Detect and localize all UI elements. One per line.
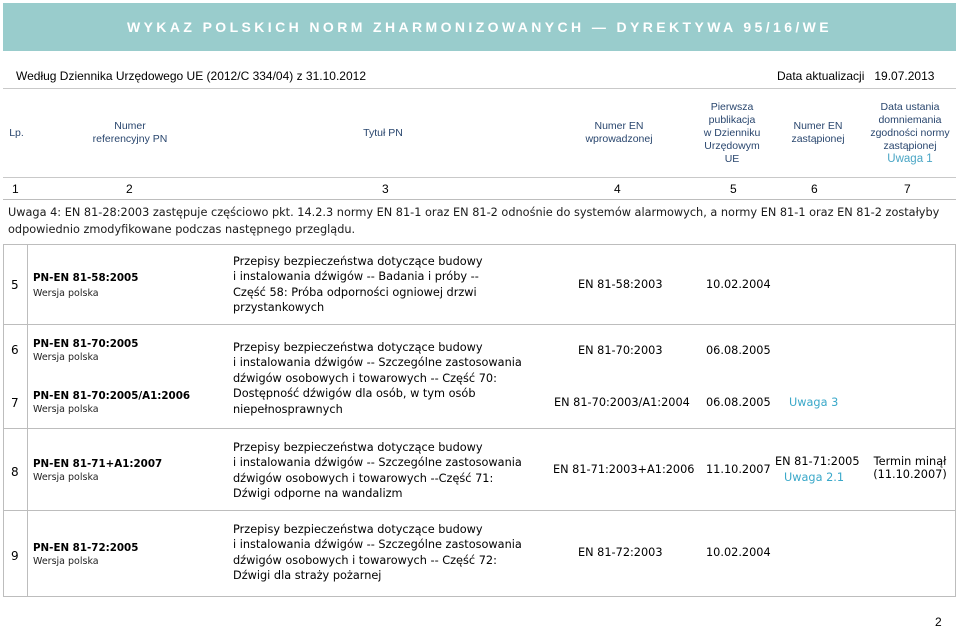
row-lp: 5 — [11, 278, 19, 292]
publication-date: 06.08.2005 — [706, 396, 771, 409]
col-cessation-date: Data ustania domniemania zgodności normy zastąpionej Uwaga 1 — [870, 100, 950, 165]
table-border-left — [3, 244, 4, 596]
col-number-2: 2 — [126, 182, 133, 196]
en-number: EN 81-70:2003/A1:2004 — [554, 396, 690, 409]
source-journal: Według Dziennika Urzędowego UE (2012/C 334/04) z 31.10.2012 — [16, 69, 366, 83]
row-lp: 8 — [11, 465, 19, 479]
replaced-en-number: EN 81-71:2005 — [775, 455, 860, 468]
standard-title: Przepisy bezpieczeństwa dotyczące budowy i instalowania dźwigów -- Szczególne zastosowania dźwigów osobowych i towarowych --Część 71: Dźwigi odporne na wandalizm — [233, 441, 522, 501]
update-date: Data aktualizacji 19.07.2013 — [777, 69, 935, 83]
cessation-status: Termin minął (11.10.2007) — [873, 455, 947, 481]
en-number: EN 81-71:2003+A1:2006 — [553, 463, 695, 476]
row-divider — [3, 596, 956, 597]
standard-title: Przepisy bezpieczeństwa dotyczące budowy i instalowania dźwigów -- Badania i próby -- Część 58: Próba odporności ogniowej drzwi przystankowych — [233, 255, 483, 315]
col-number-4: 4 — [614, 182, 621, 196]
table-border-right — [955, 244, 956, 596]
note-3-label: Uwaga 3 — [789, 396, 839, 409]
col-first-publication: Pierwsza publikacja w Dzienniku Urzędowym UE — [703, 100, 761, 165]
col-number-5: 5 — [730, 182, 737, 196]
en-number: EN 81-58:2003 — [578, 278, 663, 291]
col-en-replaced: Numer EN zastąpionej — [791, 120, 845, 145]
row-lp: 6 — [11, 343, 19, 357]
standard-number: PN-EN 81-70:2005/A1:2006 — [33, 390, 191, 402]
document-title: WYKAZ POLSKICH NORM ZHARMONIZOWANYCH — DYREKTYWA 95/16/WE — [3, 3, 956, 51]
row-divider — [3, 324, 956, 325]
table-header — [3, 88, 956, 178]
version-label: Wersja polska — [33, 352, 99, 363]
col-divider — [27, 244, 28, 596]
col-number-1: 1 — [12, 182, 19, 196]
col-number-6: 6 — [811, 182, 818, 196]
publication-date: 10.02.2004 — [706, 278, 771, 291]
standard-number: PN-EN 81-70:2005 — [33, 338, 139, 350]
row-divider — [3, 510, 956, 511]
divider — [3, 244, 956, 245]
en-number: EN 81-72:2003 — [578, 546, 663, 559]
col-number-3: 3 — [382, 182, 389, 196]
en-number: EN 81-70:2003 — [578, 344, 663, 357]
version-label: Wersja polska — [33, 404, 99, 415]
col-number-7: 7 — [904, 182, 911, 196]
publication-date: 10.02.2004 — [706, 546, 771, 559]
version-label: Wersja polska — [33, 556, 99, 567]
row-lp: 7 — [11, 396, 19, 410]
standard-title: Przepisy bezpieczeństwa dotyczące budowy i instalowania dźwigów -- Szczególne zastosowania dźwigów osobowych i towarowych -- Część 70: Dostępność dźwigów dla osób, w tym osób niepełnosprawnych — [233, 341, 522, 416]
row-divider — [3, 428, 956, 429]
col-lp: Lp. — [9, 126, 24, 139]
standard-number: PN-EN 81-72:2005 — [33, 542, 139, 554]
standard-title: Przepisy bezpieczeństwa dotyczące budowy i instalowania dźwigów -- Szczególne zastosowania dźwigów osobowych i towarowych -- Część 72: Dźwigi dla straży pożarnej — [233, 523, 522, 583]
page-number: 2 — [935, 615, 942, 629]
publication-date: 06.08.2005 — [706, 344, 771, 357]
col-ref-pn: Numer referencyjny PN — [92, 120, 168, 145]
row-lp: 9 — [11, 549, 19, 563]
standard-number: PN-EN 81-71+A1:2007 — [33, 458, 163, 470]
publication-date: 11.10.2007 — [706, 463, 771, 476]
col-en-intro: Numer EN wprowadzonej — [585, 120, 653, 145]
standard-number: PN-EN 81-58:2005 — [33, 272, 139, 284]
note-4: Uwaga 4: EN 81-28:2003 zastępuje częściowo pkt. 14.2.3 normy EN 81-1 oraz EN 81-2 odnośnie do systemów alarmowych, a normy EN 81-1 oraz EN 81-2 zostałyby odpowiednio zmodyfikowane podczas następnego przeglądu. — [8, 206, 940, 236]
col-title-pn: Tytuł PN — [363, 126, 403, 139]
note-2-1-label: Uwaga 2.1 — [784, 471, 845, 484]
version-label: Wersja polska — [33, 472, 99, 483]
divider — [3, 199, 956, 200]
note-1-label: Uwaga 1 — [887, 152, 933, 165]
version-label: Wersja polska — [33, 288, 99, 299]
